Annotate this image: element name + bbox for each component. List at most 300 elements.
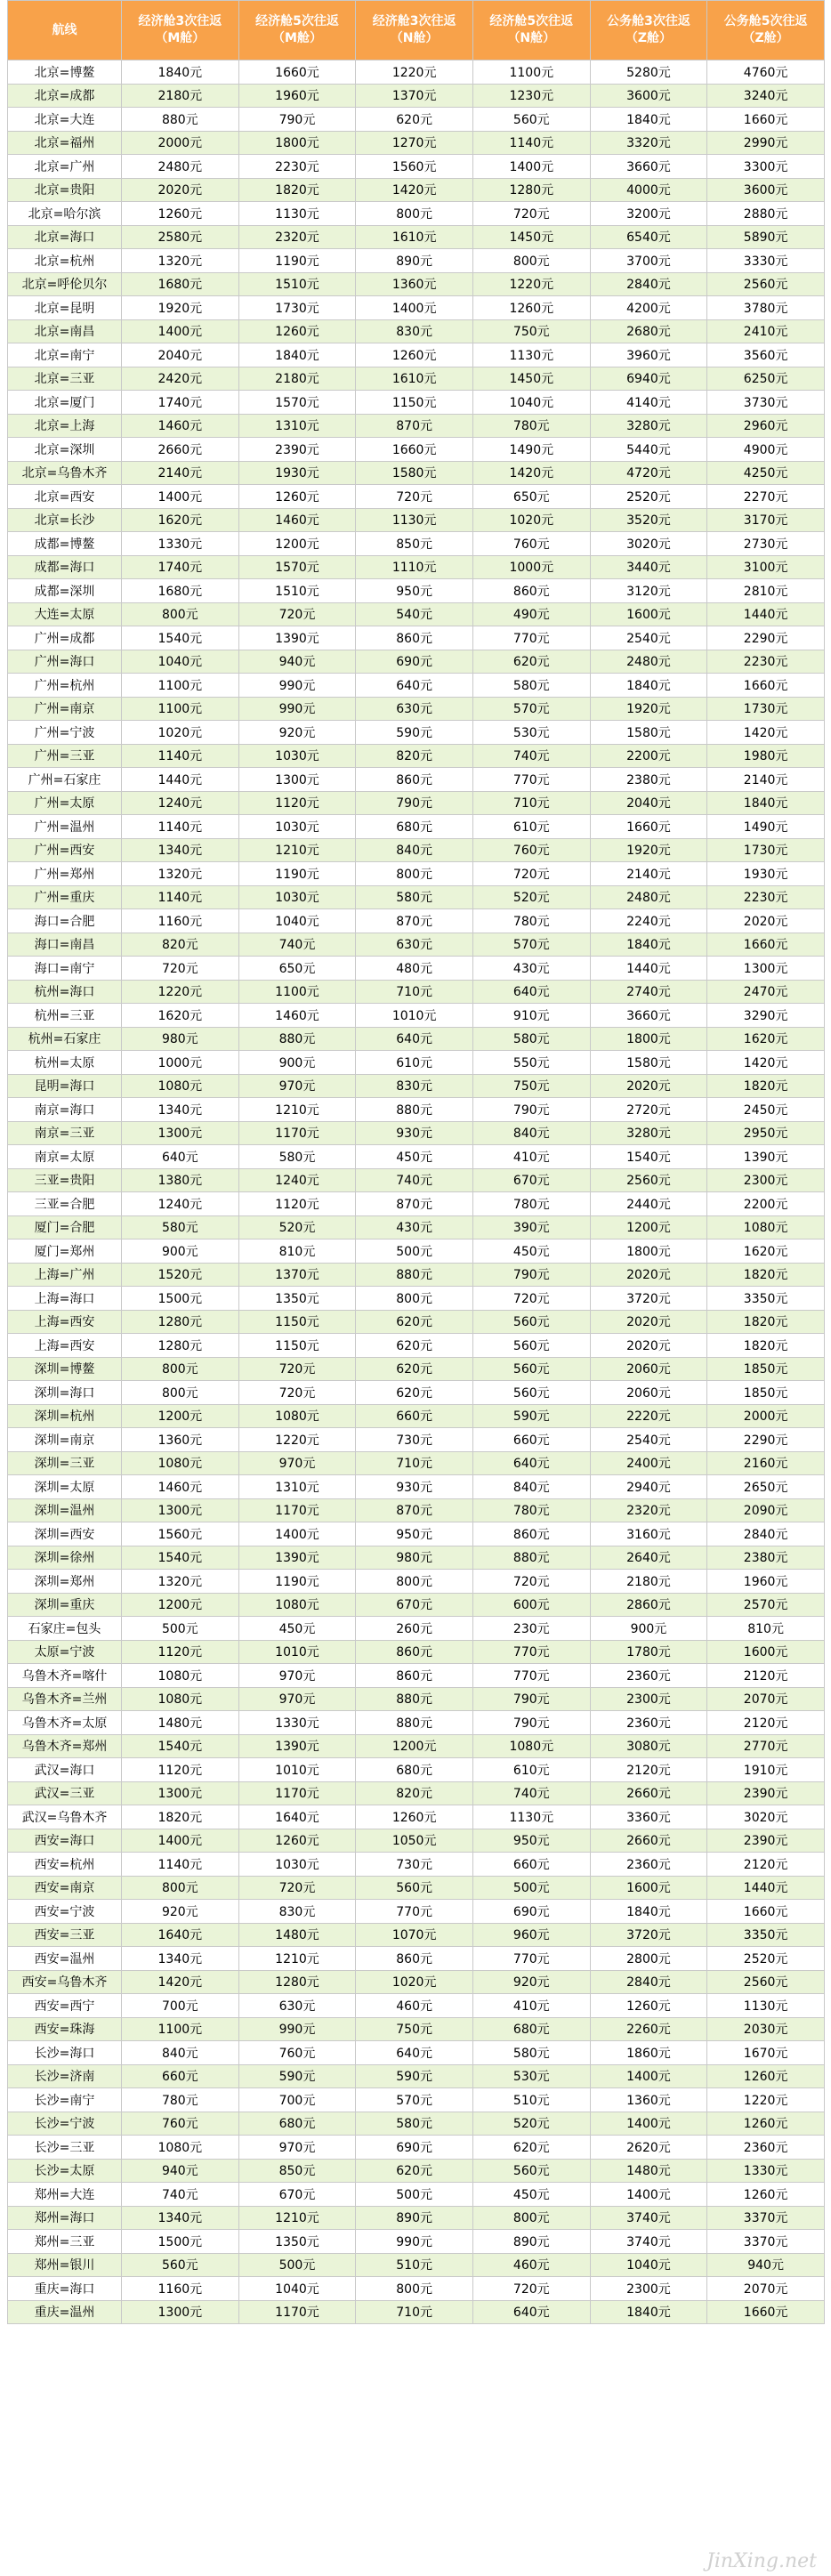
fare-cell: 1400元 [122, 1829, 239, 1853]
fare-cell: 860元 [356, 1947, 473, 1971]
fare-cell: 860元 [356, 768, 473, 792]
fare-cell: 580元 [122, 1215, 239, 1240]
route-cell: 北京=贵阳 [8, 178, 122, 202]
fare-cell: 1190元 [238, 249, 356, 273]
fare-cell: 1080元 [238, 1593, 356, 1617]
fare-cell: 1390元 [238, 1734, 356, 1758]
fare-cell: 800元 [122, 1381, 239, 1405]
fare-cell: 1820元 [122, 1805, 239, 1829]
route-cell: 北京=杭州 [8, 249, 122, 273]
fare-cell: 720元 [238, 1876, 356, 1900]
route-cell: 西安=西宁 [8, 1994, 122, 2018]
fare-cell: 1640元 [122, 1923, 239, 1947]
fare-cell: 1400元 [590, 2112, 707, 2136]
fare-cell: 1190元 [238, 862, 356, 886]
fare-cell: 770元 [472, 1640, 590, 1664]
fare-cell: 3080元 [590, 1734, 707, 1758]
fare-cell: 2380元 [590, 768, 707, 792]
table-row [8, 1758, 825, 1782]
fare-cell: 1080元 [122, 1664, 239, 1688]
header-sublabel: （M舱） [155, 31, 206, 45]
header-sublabel: （M舱） [272, 31, 322, 45]
table-row [8, 768, 825, 792]
fare-cell: 2480元 [590, 885, 707, 909]
fare-cell: 1350元 [238, 1287, 356, 1311]
watermark: JinXing.net [706, 2550, 817, 2572]
fare-cell: 480元 [356, 957, 473, 981]
fare-cell: 870元 [356, 1498, 473, 1522]
table-row [8, 1145, 825, 1169]
fare-cell: 1540元 [122, 1734, 239, 1758]
fare-cell: 2000元 [707, 1404, 825, 1428]
table-row [8, 1994, 825, 2018]
fare-cell: 930元 [356, 1475, 473, 1499]
fare-cell: 1300元 [122, 1781, 239, 1805]
fare-cell: 410元 [472, 1994, 590, 2018]
fare-cell: 1600元 [590, 1876, 707, 1900]
fare-cell: 2070元 [707, 2277, 825, 2301]
route-cell: 广州=南京 [8, 697, 122, 721]
fare-cell: 720元 [238, 602, 356, 626]
fare-cell: 1340元 [122, 2206, 239, 2230]
fare-cell: 1780元 [590, 1640, 707, 1664]
fare-cell: 2560元 [707, 272, 825, 296]
route-cell: 武汉=海口 [8, 1758, 122, 1782]
fare-cell: 560元 [472, 1334, 590, 1358]
fare-cell: 430元 [356, 1215, 473, 1240]
fare-cell: 1010元 [238, 1758, 356, 1782]
fare-cell: 1910元 [707, 1758, 825, 1782]
fare-cell: 510元 [472, 2088, 590, 2112]
fare-cell: 3100元 [707, 555, 825, 579]
fare-cell: 810元 [707, 1617, 825, 1641]
table-row [8, 1593, 825, 1617]
table-row [8, 1051, 825, 1075]
fare-cell: 1260元 [356, 1805, 473, 1829]
fare-cell: 840元 [356, 838, 473, 862]
table-row [8, 1121, 825, 1145]
fare-cell: 860元 [472, 1522, 590, 1546]
route-cell: 石家庄=包头 [8, 1617, 122, 1641]
fare-cell: 790元 [472, 1687, 590, 1711]
fare-cell: 1390元 [707, 1145, 825, 1169]
table-row [8, 319, 825, 343]
fare-cell: 720元 [238, 1381, 356, 1405]
fare-cell: 1260元 [472, 296, 590, 320]
fare-cell: 1580元 [590, 1051, 707, 1075]
fare-cell: 3520元 [590, 508, 707, 532]
fare-cell: 1800元 [590, 1240, 707, 1264]
fare-cell: 940元 [707, 2253, 825, 2277]
fare-cell: 1240元 [238, 1168, 356, 1192]
fare-cell: 840元 [472, 1475, 590, 1499]
fare-cell: 800元 [356, 1570, 473, 1594]
fare-cell: 560元 [472, 1357, 590, 1381]
fare-cell: 1170元 [238, 2300, 356, 2324]
fare-cell: 800元 [122, 1357, 239, 1381]
fare-cell: 1460元 [238, 508, 356, 532]
fare-cell: 1660元 [707, 108, 825, 132]
table-row [8, 1004, 825, 1028]
fare-cell: 660元 [472, 1428, 590, 1452]
fare-cell: 2400元 [590, 1451, 707, 1475]
fare-cell: 3600元 [707, 178, 825, 202]
fare-cell: 830元 [356, 1074, 473, 1098]
fare-cell: 1670元 [707, 2041, 825, 2065]
fare-cell: 750元 [472, 319, 590, 343]
fare-cell: 2230元 [238, 155, 356, 179]
fare-cell: 3020元 [707, 1805, 825, 1829]
table-row [8, 2159, 825, 2183]
fare-cell: 3700元 [590, 249, 707, 273]
fare-cell: 2180元 [590, 1570, 707, 1594]
fare-cell: 630元 [356, 697, 473, 721]
table-row [8, 2230, 825, 2254]
route-cell: 乌鲁木齐=郑州 [8, 1734, 122, 1758]
fare-cell: 850元 [356, 532, 473, 556]
table-row [8, 272, 825, 296]
fare-cell: 700元 [238, 2088, 356, 2112]
fare-cell: 450元 [356, 1145, 473, 1169]
fare-cell: 500元 [356, 2183, 473, 2207]
fare-cell: 770元 [356, 1900, 473, 1924]
fare-cell: 2480元 [122, 155, 239, 179]
fare-cell: 1270元 [356, 131, 473, 155]
fare-cell: 1400元 [472, 155, 590, 179]
fare-cell: 1730元 [707, 838, 825, 862]
fare-cell: 3740元 [590, 2230, 707, 2254]
fare-cell: 1320元 [122, 862, 239, 886]
fare-cell: 640元 [472, 2300, 590, 2324]
fare-cell: 990元 [356, 2230, 473, 2254]
fare-cell: 1230元 [472, 84, 590, 108]
fare-cell: 2230元 [707, 885, 825, 909]
table-row [8, 343, 825, 367]
fare-cell: 1420元 [707, 1051, 825, 1075]
fare-cell: 4760元 [707, 61, 825, 85]
route-cell: 北京=三亚 [8, 367, 122, 391]
route-cell: 西安=杭州 [8, 1853, 122, 1877]
fare-cell: 460元 [472, 2253, 590, 2277]
fare-cell: 2560元 [590, 1168, 707, 1192]
table-row [8, 1357, 825, 1381]
fare-cell: 1680元 [122, 272, 239, 296]
fare-cell: 970元 [238, 1074, 356, 1098]
fare-cell: 710元 [356, 2300, 473, 2324]
route-cell: 北京=长沙 [8, 508, 122, 532]
route-cell: 深圳=三亚 [8, 1451, 122, 1475]
table-row [8, 1522, 825, 1546]
fare-cell: 1380元 [122, 1168, 239, 1192]
fare-cell: 3370元 [707, 2230, 825, 2254]
fare-cell: 1490元 [472, 438, 590, 462]
fare-cell: 680元 [238, 2112, 356, 2136]
fare-cell: 1130元 [238, 202, 356, 226]
fare-cell: 2450元 [707, 1098, 825, 1122]
fare-cell: 1840元 [590, 933, 707, 957]
fare-cell: 1150元 [356, 391, 473, 415]
fare-cell: 3350元 [707, 1923, 825, 1947]
fare-cell: 2940元 [590, 1475, 707, 1499]
table-row [8, 1640, 825, 1664]
fare-cell: 2320元 [590, 1498, 707, 1522]
fare-cell: 690元 [472, 1900, 590, 1924]
table-row [8, 1734, 825, 1758]
route-cell: 北京=南昌 [8, 319, 122, 343]
route-cell: 深圳=温州 [8, 1498, 122, 1522]
table-row [8, 1876, 825, 1900]
route-cell: 广州=太原 [8, 791, 122, 815]
fare-cell: 2290元 [707, 1428, 825, 1452]
fare-cell: 560元 [472, 1310, 590, 1334]
fare-cell: 580元 [356, 885, 473, 909]
fare-cell: 1660元 [238, 61, 356, 85]
fare-cell: 780元 [472, 909, 590, 933]
table-row [8, 438, 825, 462]
fare-cell: 1840元 [590, 2300, 707, 2324]
route-cell: 深圳=重庆 [8, 1593, 122, 1617]
route-cell: 北京=深圳 [8, 438, 122, 462]
route-cell: 广州=郑州 [8, 862, 122, 886]
fare-cell: 1460元 [122, 1475, 239, 1499]
fare-cell: 1140元 [122, 815, 239, 839]
fare-cell: 1510元 [238, 579, 356, 603]
fare-cell: 1030元 [238, 744, 356, 768]
fare-cell: 920元 [472, 1970, 590, 1994]
fare-cell: 1080元 [707, 1215, 825, 1240]
fare-cell: 580元 [238, 1145, 356, 1169]
route-cell: 深圳=南京 [8, 1428, 122, 1452]
fare-cell: 560元 [472, 1381, 590, 1405]
fare-cell: 1740元 [122, 555, 239, 579]
fare-cell: 1330元 [238, 1711, 356, 1735]
route-cell: 北京=博鳌 [8, 61, 122, 85]
fare-cell: 890元 [472, 2230, 590, 2254]
route-cell: 长沙=宁波 [8, 2112, 122, 2136]
fare-table-container [7, 0, 824, 2324]
fare-cell: 660元 [472, 1853, 590, 1877]
fare-cell: 990元 [238, 697, 356, 721]
header-sublabel: （Z舱） [625, 31, 673, 45]
fare-cell: 2060元 [590, 1381, 707, 1405]
route-cell: 南京=海口 [8, 1098, 122, 1122]
fare-cell: 640元 [356, 2041, 473, 2065]
fare-cell: 1350元 [238, 2230, 356, 2254]
fare-cell: 780元 [472, 1192, 590, 1216]
route-cell: 上海=西安 [8, 1334, 122, 1358]
fare-cell: 790元 [472, 1098, 590, 1122]
fare-cell: 1140元 [122, 1853, 239, 1877]
fare-cell: 1420元 [122, 1970, 239, 1994]
fare-cell: 1200元 [590, 1215, 707, 1240]
table-row [8, 225, 825, 249]
fare-cell: 790元 [472, 1263, 590, 1287]
fare-cell: 390元 [472, 1215, 590, 1240]
route-cell: 广州=海口 [8, 650, 122, 674]
fare-cell: 2960元 [707, 414, 825, 438]
table-row [8, 674, 825, 698]
fare-cell: 1440元 [590, 957, 707, 981]
fare-cell: 1390元 [238, 1546, 356, 1570]
route-cell: 重庆=海口 [8, 2277, 122, 2301]
fare-cell: 2020元 [590, 1310, 707, 1334]
fare-cell: 1400元 [238, 1522, 356, 1546]
fare-cell: 1980元 [707, 744, 825, 768]
fare-cell: 970元 [238, 1664, 356, 1688]
fare-cell: 530元 [472, 2064, 590, 2088]
fare-cell: 1660元 [707, 933, 825, 957]
table-row [8, 1334, 825, 1358]
route-cell: 重庆=温州 [8, 2300, 122, 2324]
table-row [8, 61, 825, 85]
fare-cell: 1840元 [707, 791, 825, 815]
route-cell: 西安=宁波 [8, 1900, 122, 1924]
fare-cell: 1570元 [238, 391, 356, 415]
fare-cell: 720元 [472, 1287, 590, 1311]
fare-cell: 800元 [356, 862, 473, 886]
route-cell: 昆明=海口 [8, 1074, 122, 1098]
fare-cell: 2120元 [707, 1853, 825, 1877]
fare-cell: 760元 [472, 532, 590, 556]
fare-cell: 1500元 [122, 2230, 239, 2254]
route-cell: 深圳=博鳌 [8, 1357, 122, 1381]
fare-cell: 620元 [356, 1357, 473, 1381]
fare-cell: 630元 [356, 933, 473, 957]
fare-cell: 3240元 [707, 84, 825, 108]
table-row [8, 791, 825, 815]
table-row [8, 1687, 825, 1711]
fare-cell: 1100元 [122, 674, 239, 698]
fare-cell: 780元 [472, 414, 590, 438]
fare-cell: 1540元 [122, 626, 239, 650]
fare-cell: 1050元 [356, 1829, 473, 1853]
fare-cell: 2020元 [707, 909, 825, 933]
fare-cell: 410元 [472, 1145, 590, 1169]
table-row [8, 1805, 825, 1829]
fare-cell: 890元 [356, 2206, 473, 2230]
table-row [8, 838, 825, 862]
route-cell: 北京=哈尔滨 [8, 202, 122, 226]
fare-cell: 3160元 [590, 1522, 707, 1546]
fare-cell: 1340元 [122, 1098, 239, 1122]
fare-cell: 820元 [356, 1781, 473, 1805]
table-row [8, 108, 825, 132]
fare-cell: 520元 [472, 2112, 590, 2136]
fare-cell: 800元 [472, 249, 590, 273]
route-cell: 杭州=石家庄 [8, 1027, 122, 1051]
header-label: 航线 [52, 22, 77, 37]
route-cell: 成都=深圳 [8, 579, 122, 603]
route-cell: 长沙=济南 [8, 2064, 122, 2088]
route-cell: 成都=博鳌 [8, 532, 122, 556]
table-row [8, 367, 825, 391]
table-row [8, 697, 825, 721]
route-cell: 海口=南宁 [8, 957, 122, 981]
fare-cell: 1110元 [356, 555, 473, 579]
fare-cell: 610元 [472, 815, 590, 839]
fare-cell: 1460元 [122, 414, 239, 438]
fare-cell: 2120元 [590, 1758, 707, 1782]
fare-cell: 1930元 [238, 461, 356, 485]
table-row [8, 1781, 825, 1805]
table-row [8, 815, 825, 839]
table-row [8, 1027, 825, 1051]
fare-cell: 1420元 [707, 721, 825, 745]
fare-cell: 1600元 [590, 602, 707, 626]
fare-cell: 1520元 [122, 1263, 239, 1287]
fare-cell: 3120元 [590, 579, 707, 603]
fare-cell: 1020元 [356, 1970, 473, 1994]
fare-cell: 1580元 [590, 721, 707, 745]
fare-cell: 640元 [472, 1451, 590, 1475]
table-row [8, 1923, 825, 1947]
fare-cell: 1040元 [472, 391, 590, 415]
fare-cell: 590元 [238, 2064, 356, 2088]
fare-cell: 1300元 [707, 957, 825, 981]
fare-cell: 2360元 [590, 1853, 707, 1877]
fare-cell: 1510元 [238, 272, 356, 296]
fare-cell: 2120元 [707, 1711, 825, 1735]
fare-cell: 1440元 [122, 768, 239, 792]
fare-cell: 1220元 [122, 980, 239, 1004]
fare-cell: 500元 [472, 1876, 590, 1900]
route-cell: 深圳=徐州 [8, 1546, 122, 1570]
table-row [8, 650, 825, 674]
route-cell: 乌鲁木齐=太原 [8, 1711, 122, 1735]
fare-cell: 2000元 [122, 131, 239, 155]
fare-cell: 1610元 [356, 367, 473, 391]
fare-cell: 1190元 [238, 1570, 356, 1594]
fare-cell: 1130元 [356, 508, 473, 532]
route-cell: 北京=海口 [8, 225, 122, 249]
table-row [8, 744, 825, 768]
fare-cell: 840元 [472, 1121, 590, 1145]
fare-cell: 2120元 [707, 1664, 825, 1688]
fare-cell: 640元 [472, 980, 590, 1004]
fare-cell: 880元 [238, 1027, 356, 1051]
fare-cell: 1820元 [238, 178, 356, 202]
fare-cell: 2950元 [707, 1121, 825, 1145]
table-row [8, 485, 825, 509]
fare-cell: 450元 [238, 1617, 356, 1641]
header-fare-col-2 [238, 1, 356, 61]
fare-cell: 720元 [472, 202, 590, 226]
header-label: 经济舱3次往返 [372, 14, 456, 28]
fare-cell: 2300元 [707, 1168, 825, 1192]
fare-cell: 860元 [356, 626, 473, 650]
fare-cell: 3660元 [590, 1004, 707, 1028]
table-row [8, 602, 825, 626]
fare-cell: 3780元 [707, 296, 825, 320]
table-row [8, 508, 825, 532]
fare-cell: 6250元 [707, 367, 825, 391]
fare-cell: 1280元 [472, 178, 590, 202]
fare-cell: 1210元 [238, 1098, 356, 1122]
fare-cell: 620元 [356, 1334, 473, 1358]
fare-cell: 1620元 [122, 1004, 239, 1028]
fare-cell: 860元 [356, 1640, 473, 1664]
fare-cell: 1850元 [707, 1357, 825, 1381]
fare-cell: 600元 [472, 1593, 590, 1617]
fare-cell: 1260元 [707, 2064, 825, 2088]
fare-cell: 760元 [238, 2041, 356, 2065]
route-cell: 北京=上海 [8, 414, 122, 438]
fare-cell: 2090元 [707, 1498, 825, 1522]
table-header [8, 1, 825, 61]
fare-cell: 2360元 [590, 1664, 707, 1688]
fare-cell: 910元 [472, 1004, 590, 1028]
fare-cell: 3280元 [590, 1121, 707, 1145]
